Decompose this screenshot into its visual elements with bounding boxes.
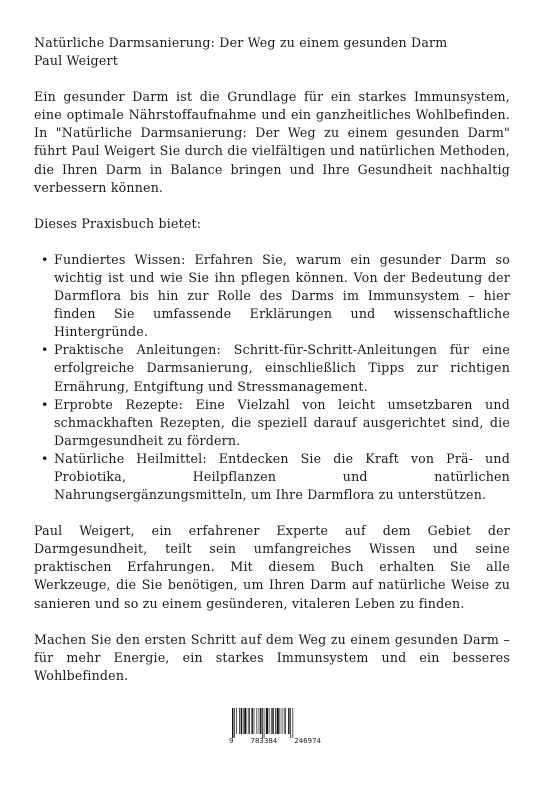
barcode-digits (229, 737, 321, 745)
list-heading: Dieses Praxisbuch bietet: (34, 215, 202, 231)
barcode-bar (272, 708, 273, 734)
list-item: • Natürliche Heilmittel: Entdecken Sie die Kraft von Prä- und Probiotika, Heilpflanzen und natürlichen Nahrungsergänzungsmitteln, um Ihre Darmflora zu unterstützen. (54, 450, 510, 504)
barcode-group-right: 246974 (294, 737, 321, 745)
barcode-bar (275, 708, 276, 734)
author-paragraph: Paul Weigert, ein erfahrener Experte auf dem Gebiet der Darmgesundheit, teilt sein umfangreiches Wissen und seine praktischen Erfahrungen. Mit diesem Buch erhalten Sie alle Werkzeuge, die Sie benötigen, um Ihren Darm auf natürliche Weise zu sanieren und so zu einem gesünderen, vitaleren Leben zu finden. (34, 523, 510, 611)
back-cover-text (34, 34, 510, 685)
barcode-bar (271, 708, 272, 734)
barcode-bar (232, 708, 233, 738)
barcode-bar (285, 708, 286, 734)
barcode-bar (277, 708, 279, 734)
barcode-bar (262, 708, 263, 738)
barcode-bar (290, 708, 291, 738)
book-title: Natürliche Darmsanierung: Der Weg zu einem gesunden Darm (34, 35, 448, 50)
barcode-bar (280, 708, 281, 734)
barcode-bar (288, 708, 289, 734)
barcode-bar (292, 708, 293, 738)
barcode-bar (266, 708, 268, 734)
list-item: • Erprobte Rezepte: Eine Vielzahl von leicht umsetzbaren und schmackhaften Rezepten, die speziell darauf ausgerichtet sind, die Darmgesundheit zu fördern. (54, 396, 510, 450)
barcode-bar (254, 708, 255, 734)
barcode-bar (236, 708, 237, 734)
barcode-bar (234, 708, 235, 738)
barcode-bar (260, 708, 261, 734)
barcode-bar (282, 708, 283, 734)
barcode-bar (241, 708, 242, 734)
barcode-bar (256, 708, 257, 734)
list-item: • Praktische Anleitungen: Schritt-für-Schritt-Anleitungen für eine erfolgreiche Darmsanierung, einschließlich Tipps zur richtigen Ernährung, Entgiftung und Stressmanagement. (54, 341, 510, 395)
intro-paragraph: Ein gesunder Darm ist die Grundlage für ein starkes Immunsystem, eine optimale Nährstoffaufnahme und ein ganzheitliches Wohlbefinden. In "Natürliche Darmsanierung: Der Weg zu einem gesunden Darm" führt Paul Weigert Sie durch die vielfältigen und natürlichen Methoden, die Ihren Darm in Balance bringen und Ihre Gesundheit nachhaltig verbessern können. (34, 89, 510, 195)
list-item: • Fundiertes Wissen: Erfahren Sie, warum ein gesunder Darm so wichtig ist und wie Sie ihn pflegen können. Von der Bedeutung der Darmflora bis hin zur Rolle des Darms im Immunsystem – hier finden Sie umfassende Erklärungen und wissenschaftliche Hintergründe. (54, 251, 510, 341)
barcode-bar (244, 708, 246, 734)
barcode-bar (251, 708, 252, 734)
barcode-bar (243, 708, 244, 734)
barcode-bar (248, 708, 249, 734)
feature-list (34, 251, 510, 504)
barcode-bar (259, 708, 260, 734)
book-title-block (34, 34, 510, 70)
barcode-bar (264, 708, 265, 738)
barcode-bar (284, 708, 285, 734)
barcode-group-left: 783384 (250, 737, 278, 745)
barcode-icon (230, 708, 318, 752)
barcode-digit-first: 9 (229, 737, 234, 745)
book-author: Paul Weigert (34, 53, 118, 69)
barcode-bar (239, 708, 240, 734)
barcode-bar (249, 708, 250, 734)
barcode-bar (269, 708, 270, 734)
closing-paragraph: Machen Sie den ersten Schritt auf dem Weg zu einem gesunden Darm – für mehr Energie, ein starkes Immunsystem und ein besseres Wohlbefinden. (34, 631, 510, 683)
